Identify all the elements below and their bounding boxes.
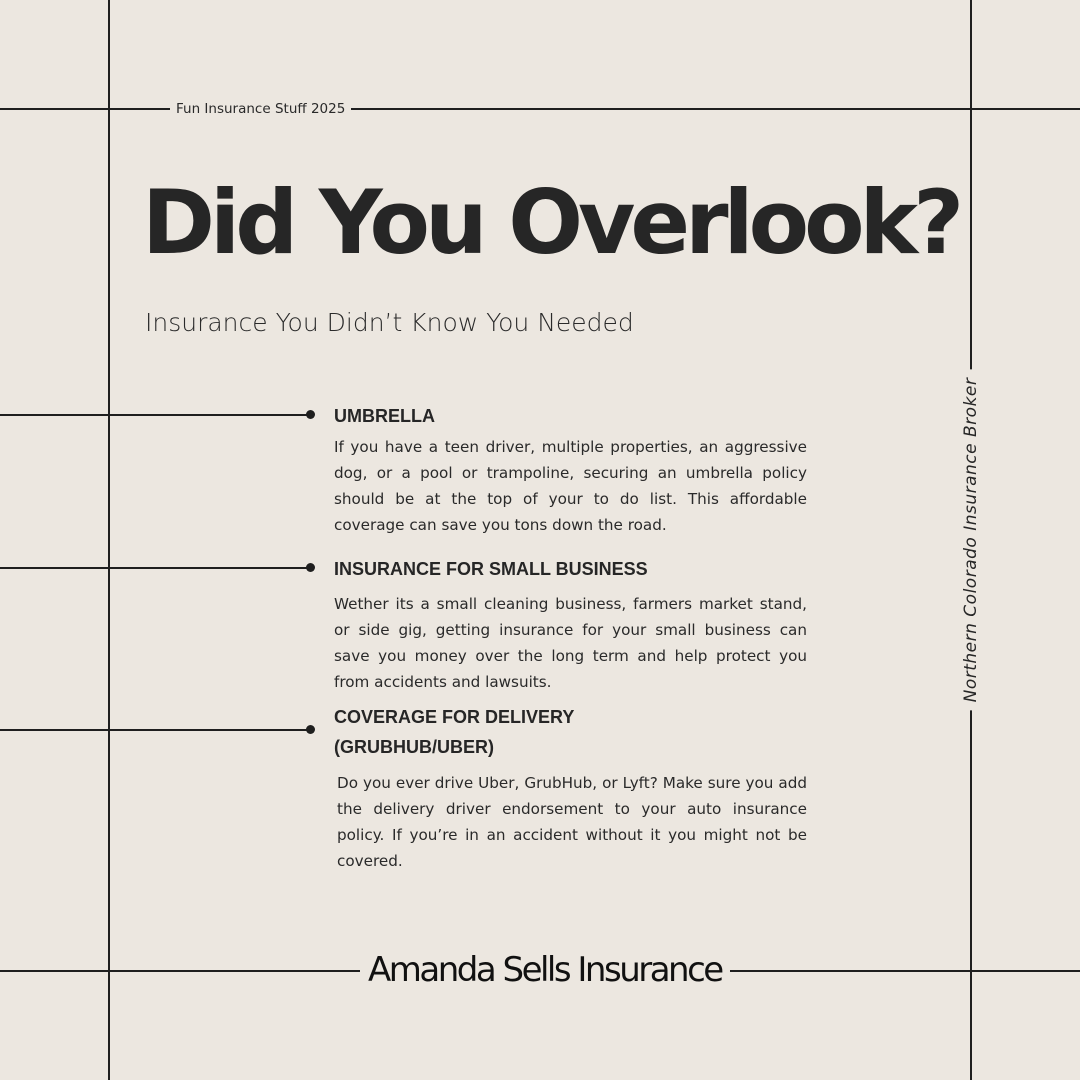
top-grid-line [0, 108, 1080, 110]
section-title: COVERAGE FOR DELIVERY [334, 707, 575, 727]
section-title: INSURANCE FOR SMALL BUSINESS [334, 559, 648, 579]
section-small-business [334, 556, 807, 695]
top-label: Fun Insurance Stuff 2025 [170, 100, 351, 118]
connector-dot-umbrella [306, 410, 315, 419]
connector-dot-small-business [306, 563, 315, 572]
page-subtitle: Insurance You Didn’t Know You Needed [145, 308, 634, 337]
connector-line-umbrella [0, 414, 310, 416]
section-body: If you have a teen driver, multiple properties, an aggressive dog, or a pool or trampoline, securing an umbrella policy should be at the top of your to do list. This affordable coverage can save you tons down the road. [334, 438, 807, 534]
section-body: Do you ever drive Uber, GrubHub, or Lyft? Make sure you add the delivery driver endorsement to your auto insurance policy. If you’re in an accident without it you might not be covered. [337, 774, 807, 870]
connector-line-delivery [0, 729, 310, 731]
brand-logo-text: Amanda Sells Insurance [360, 946, 730, 994]
left-grid-line [108, 0, 110, 1080]
section-delivery [334, 704, 807, 874]
section-umbrella [334, 403, 807, 538]
side-tagline: Northern Colorado Insurance Broker [959, 370, 983, 711]
connector-dot-delivery [306, 725, 315, 734]
section-body: Wether its a small cleaning business, farmers market stand, or side gig, getting insurance for your small business can save you money over the long term and help protect you from accidents and lawsuits. [334, 595, 807, 691]
connector-line-small-business [0, 567, 310, 569]
page-title: Did You Overlook? [142, 171, 960, 274]
section-title: UMBRELLA [334, 406, 435, 426]
section-title-line-2: (GRUBHUB/UBER) [334, 737, 494, 757]
